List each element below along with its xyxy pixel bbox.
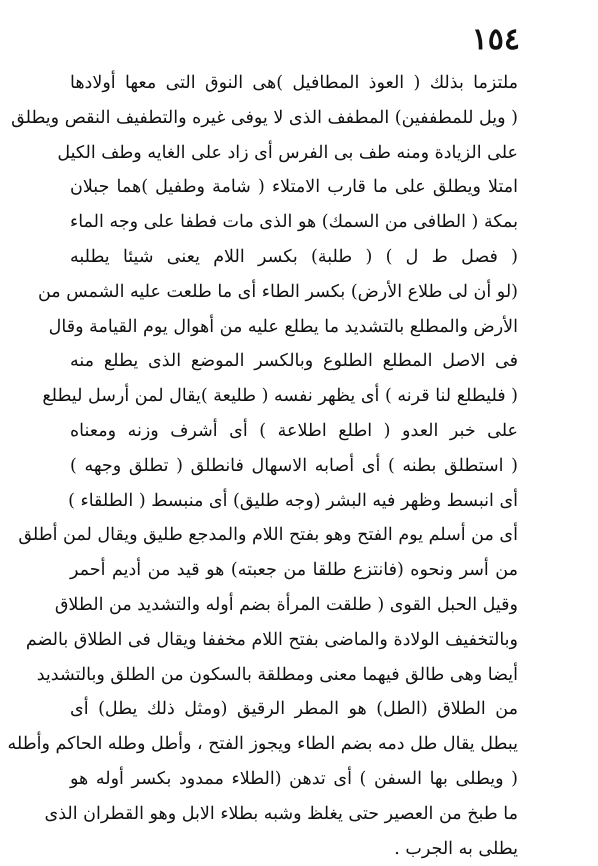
text-line: يبطل يقال طل دمه بضم الطاء ويجوز الفتح ، وأطل وطله الحاكم وأطله (7, 734, 518, 755)
text-line: أى من أسلم يوم الفتح وهو بفتح اللام والمدجع طليق ويقال لمن أطلق (18, 525, 518, 546)
text-line: على الزيادة ومنه طف بى الفرس أى زاد على الغايه وطف الكيل (57, 142, 518, 163)
text-line: وقيل الحبل القوى ( طلقت المرأة بضم أوله والتشديد من الطلاق (54, 594, 518, 615)
text-line: الأرض والمطلع بالتشديد ما يطلع عليه من أهوال يوم القيامة وقال (48, 316, 518, 337)
text-line: فى الاصل المطلع الطلوع وبالكسر الموضع الذى يطلع منه (70, 351, 518, 372)
text-line: ( ويطلى بها السفن ) أى تدهن (الطلاء ممدود بكسر أوله هو (70, 768, 518, 789)
text-line: أيضا وهى طالق فيهما معنى ومطلقة بالسكون من الطلق وبالتشديد (36, 664, 518, 685)
text-line: أى انبسط وظهر فيه البشر (وجه طليق) أى منبسط ( الطلقاء ) (68, 490, 518, 511)
text-line: على خبر العدو ( اطلع اطلاعة ) أى أشرف وزنه ومعناه (70, 420, 518, 441)
text-line: ملتزما بذلك ( العوذ المطافيل )هى النوق التى معها أولادها (70, 73, 518, 93)
section-heading-line: ( فصل ط ل ) ( طلبة) بكسر اللام يعنى شيئا يطلبه (70, 246, 518, 267)
text-line: امتلا ويطلق على ما قارب الامتلاء ( شامة وطفيل )هما جبلان (70, 177, 518, 198)
text-line: ( استطلق بطنه ) أى أصابه الاسهال فانطلق ( تطلق وجهه ) (70, 455, 518, 476)
text-body (7, 66, 518, 866)
text-line: من أسر ونحوه (فانتزع طلقا من جعبته) هو قيد من أديم أحمر (70, 560, 518, 581)
text-line: ما طبخ من العصير حتى يغلظ وشبه بطلاء الابل وهو القطران الذى (44, 803, 518, 824)
text-line: (لو أن لى طلاع الأرض) بكسر الطاء أى ما طلعت عليه الشمس من (37, 281, 518, 302)
text-line: بمكة ( الطافى من السمك) هو الذى مات فطفا على وجه الماء (70, 212, 518, 233)
text-line-last: يطلى به الجرب . (394, 838, 518, 859)
page-number: ١٥٤ (471, 22, 520, 57)
text-line: ( فليطلع لنا قرنه ) أى يظهر نفسه ( طليعة )يقال لمن أرسل ليطلع (42, 386, 518, 407)
text-line: وبالتخفيف الولادة والماضى بفتح اللام مخففا ويقال فى الطلاق بالضم (25, 629, 518, 650)
text-line: من الطلاق (الطل) هو المطر الرقيق (ومثل ذلك يطل) أى (70, 699, 518, 720)
text-line: ( ويل للمطففين) المطفف الذى لا يوفى غيره والتطفيف النقص ويطلق (11, 107, 518, 128)
